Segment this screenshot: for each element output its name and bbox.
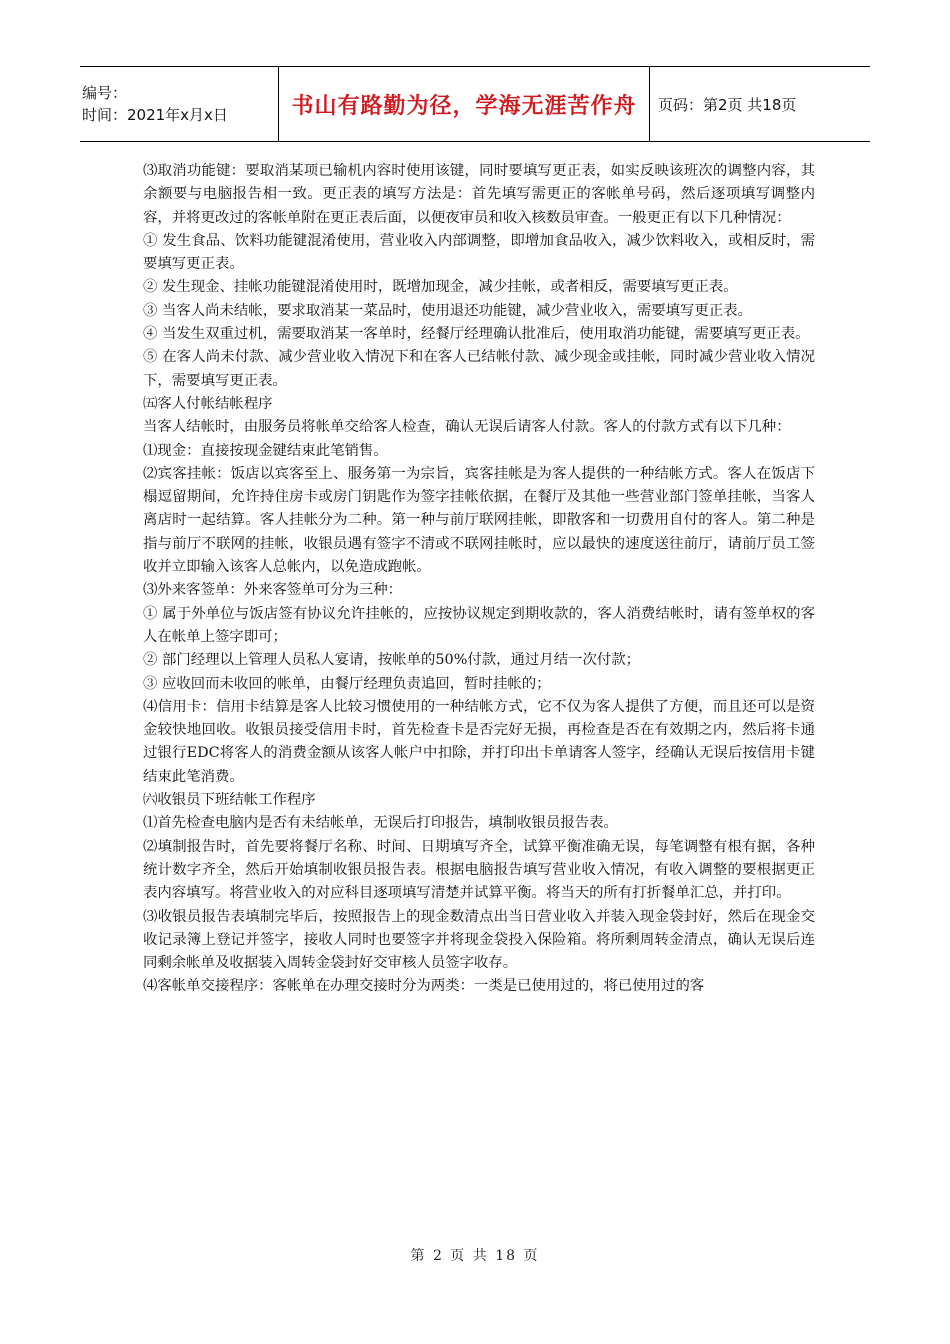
header-left <box>80 67 278 141</box>
paragraph: ㈥收银员下班结帐工作程序 <box>143 792 316 809</box>
page-info: 页码：第2页 共18页 <box>658 95 797 114</box>
paragraph: ③ 应收回而未收回的帐单，由餐厅经理负责追回，暂时挂帐的； <box>143 675 551 692</box>
paragraph: ④ 当发生双重过机，需要取消某一客单时，经餐厅经理确认批准后，使用取消功能键，需要填写更正表。 <box>143 326 810 343</box>
paragraph: ⑷信用卡：信用卡结算是客人比较习惯使用的一种结帐方式，它不仅为客人提供了方便，而且还可以是资金较快地回收。收银员接受信用卡时，首先检查卡是否完好无损，再检查是否在有效期之内，然后将卡通过银行EDC将客人的消费金额从该客人帐户中扣除，并打印出卡单请客人签字，经确认无误后按信用卡键结束此笔消费。 <box>143 698 815 785</box>
paragraph: ⑶收银员报告表填制完毕后，按照报告上的现金数清点出当日营业收入并装入现金袋封好，然后在现金交收记录簿上登记并签字，接收人同时也要签字并将现金袋投入保险箱。将所剩周转金清点，确认无误后连同剩余帐单及收据装入周转金袋封好交审核人员签字收存。 <box>143 908 815 972</box>
header-center <box>278 67 650 141</box>
paragraph: ⑴首先检查电脑内是否有未结帐单，无误后打印报告，填制收银员报告表。 <box>143 815 618 832</box>
paragraph: ⑤ 在客人尚未付款、减少营业收入情况下和在客人已结帐付款、减少现金或挂帐，同时减少营业收入情况下，需要填写更正表。 <box>143 349 815 389</box>
paragraph: 当客人结帐时，由服务员将帐单交给客人检查，确认无误后请客人付款。客人的付款方式有以下几种： <box>143 419 791 436</box>
paragraph: ② 发生现金、挂帐功能键混淆使用时，既增加现金，减少挂帐，或者相反，需要填写更正表。 <box>143 279 738 296</box>
paragraph: ⑶取消功能键：要取消某项已输机内容时使用该键，同时要填写更正表，如实反映该班次的调整内容，其余额要与电脑报告相一致。更正表的填写方法是：首先填写需更正的客帐单号码，然后逐项填写调整内容，并将更改过的客帐单附在更正表后面，以便夜审员和收入核数员审查。一般更正有以下几种情况： <box>143 163 815 226</box>
paragraph: ⑷客帐单交接程序：客帐单在办理交接时分为两类：一类是已使用过的，将已使用过的客 <box>143 978 705 995</box>
paragraph: ⑶外来客签单：外来客签单可分为三种： <box>143 582 403 599</box>
paragraph: ⑵填制报告时，首先要将餐厅名称、时间、日期填写齐全，试算平衡准确无误，每笔调整有根有据，各种统计数字齐全，然后开始填制收银员报告表。根据电脑报告填写营业收入情况，有收入调整的要根据更正表内容填写。将营业收入的对应科目逐项填写清楚并试算平衡。将当天的所有打折餐单汇总，并打印。 <box>143 838 815 902</box>
paragraph: ① 属于外单位与饭店签有协议允许挂帐的，应按协议规定到期收款的，客人消费结帐时，请有签单权的客人在帐单上签字即可； <box>143 605 815 645</box>
paragraph: ③ 当客人尚未结帐，要求取消某一菜品时，使用退还功能键，减少营业收入，需要填写更正表。 <box>143 302 752 319</box>
document-body <box>143 160 815 999</box>
paragraph: ② 部门经理以上管理人员私人宴请，按帐单的50%付款，通过月结一次付款； <box>143 652 641 669</box>
paragraph: ① 发生食品、饮料功能键混淆使用，营业收入内部调整，即增加食品收入，减少饮料收入，或相反时，需要填写更正表。 <box>143 232 815 273</box>
paragraph: ⑴现金：直接按现金键结束此笔销售。 <box>143 442 388 459</box>
paragraph: ⑵宾客挂帐：饭店以宾客至上、服务第一为宗旨，宾客挂帐是为客人提供的一种结帐方式。客人在饭店下榻逗留期间，允许持住房卡或房门钥匙作为签字挂帐依据，在餐厅及其他一些营业部门签单挂帐，当客人离店时一起结算。客人挂帐分为二种。第一种与前厅联网挂帐，即散客和一切费用自付的客人。第二种是指与前厅不联网的挂帐，收银员遇有签字不清或不联网挂帐时，应以最快的速度送往前厅，请前厅员工签收并立即输入该客人总帐内，以免造成跑帐。 <box>143 465 815 576</box>
header-motto: 书山有路勤为径，学海无涯苦作舟 <box>291 93 637 119</box>
document-date: 时间：2021年x月x日 <box>82 106 228 124</box>
page-footer: 第 2 页 共 18 页 <box>410 1248 540 1264</box>
header-right <box>650 67 796 141</box>
document-number-label: 编号： <box>82 84 128 102</box>
page-header <box>80 66 870 142</box>
paragraph: ㈤客人付帐结帐程序 <box>143 395 273 412</box>
